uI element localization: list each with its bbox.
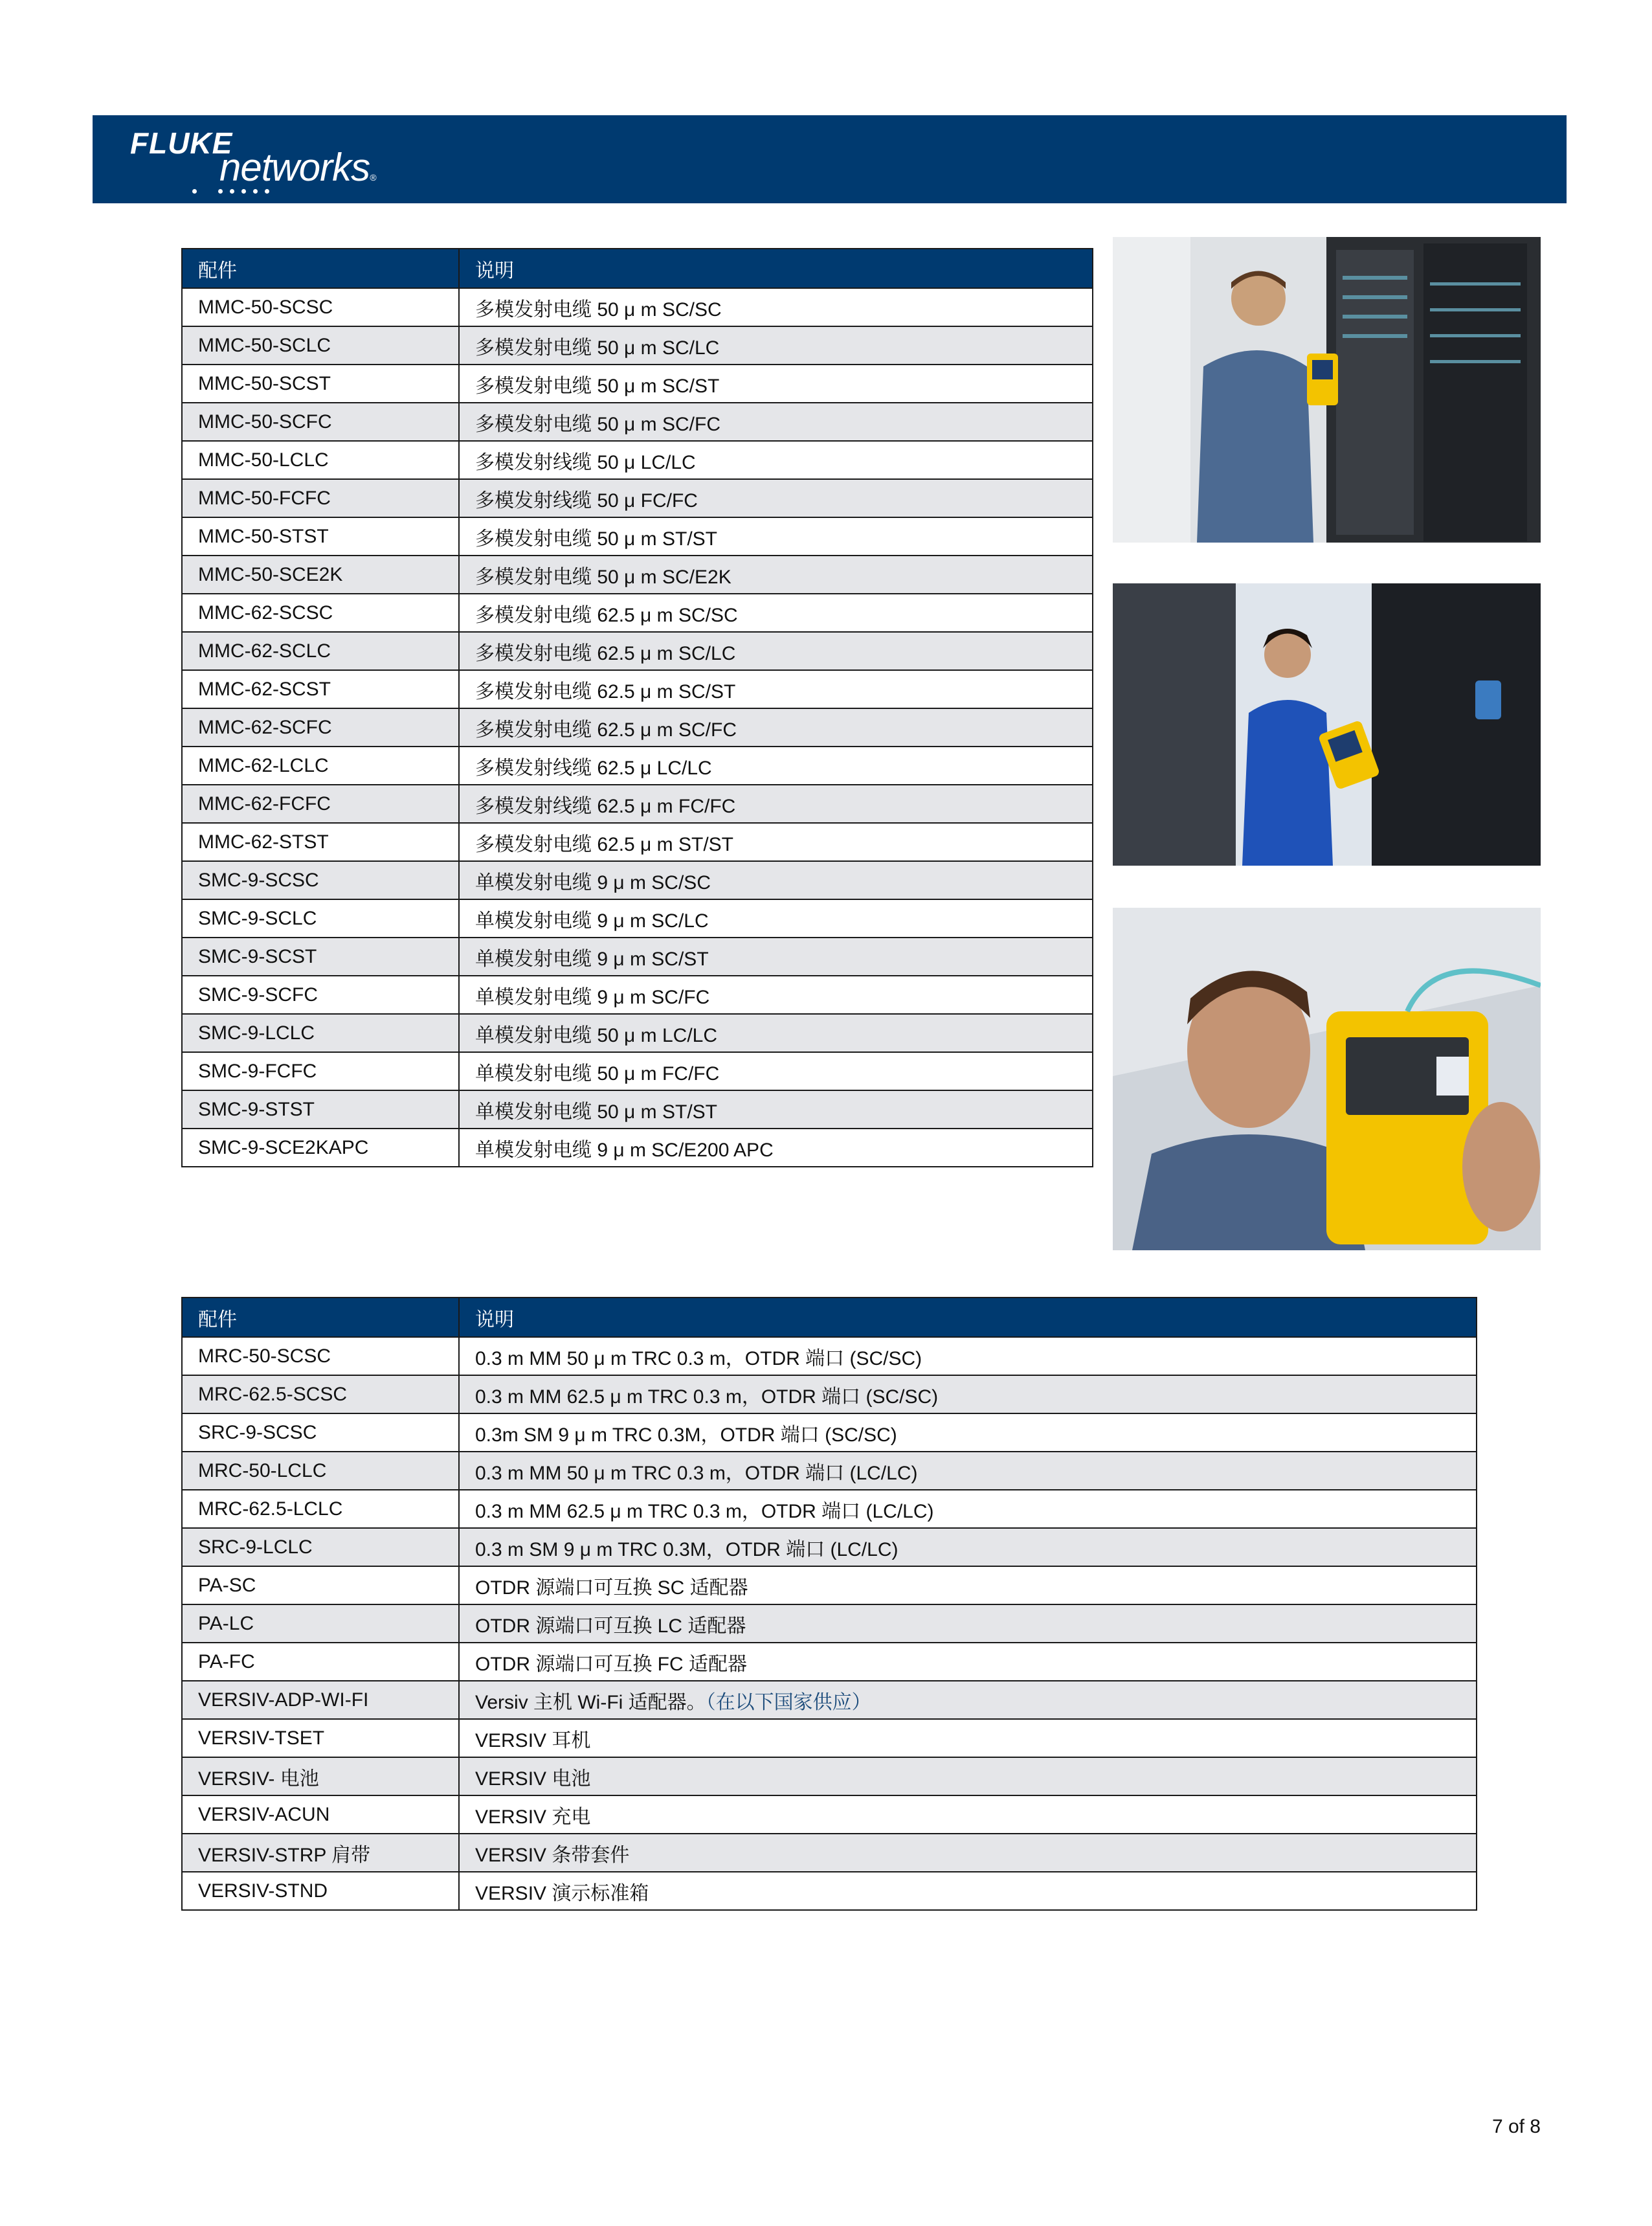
table-row — [182, 938, 1093, 976]
part-description: 多模发射电缆 62.5 μ m SC/ST — [459, 670, 1093, 708]
part-number: MMC-50-STST — [182, 517, 459, 556]
part-number: SMC-9-SCLC — [182, 899, 459, 938]
part-number: PA-SC — [182, 1566, 459, 1604]
part-description: 多模发射电缆 62.5 μ m ST/ST — [459, 823, 1093, 861]
part-description: VERSIV 充电 — [459, 1795, 1477, 1834]
table-row — [182, 288, 1093, 326]
part-description: 0.3 m MM 50 μ m TRC 0.3 m，OTDR 端口 (LC/LC) — [459, 1452, 1477, 1490]
photo-woman-in-datacenter-illustration — [1113, 583, 1541, 866]
part-description: VERSIV 条带套件 — [459, 1834, 1477, 1872]
part-description: 单模发射电缆 50 μ m LC/LC — [459, 1014, 1093, 1052]
column-header-description: 说明 — [459, 249, 1093, 288]
part-number: MMC-62-SCFC — [182, 708, 459, 747]
table-row — [182, 1413, 1477, 1452]
part-description: Versiv 主机 Wi-Fi 适配器。 — [475, 1691, 706, 1713]
table-row — [182, 708, 1093, 747]
table-row — [182, 1681, 1477, 1719]
column-header-description: 说明 — [459, 1298, 1477, 1337]
part-number: VERSIV-STND — [182, 1872, 459, 1910]
table-row — [182, 976, 1093, 1014]
part-description: 0.3 m MM 62.5 μ m TRC 0.3 m，OTDR 端口 (SC/SC) — [459, 1375, 1477, 1413]
table-row — [182, 1452, 1477, 1490]
photo-technician-closeup-illustration — [1113, 908, 1541, 1250]
table-row — [182, 1528, 1477, 1566]
part-description: 多模发射电缆 50 μ m ST/ST — [459, 517, 1093, 556]
part-number: SMC-9-LCLC — [182, 1014, 459, 1052]
part-number: SMC-9-STST — [182, 1090, 459, 1129]
part-number: SMC-9-SCST — [182, 938, 459, 976]
part-description: 多模发射电缆 50 μ m SC/LC — [459, 326, 1093, 365]
part-number: MRC-50-LCLC — [182, 1452, 459, 1490]
table-row — [182, 1566, 1477, 1604]
part-number: MMC-62-FCFC — [182, 785, 459, 823]
part-description: VERSIV 演示标准箱 — [459, 1872, 1477, 1910]
table-row — [182, 1014, 1093, 1052]
table-row — [182, 1052, 1093, 1090]
part-number: MMC-50-FCFC — [182, 479, 459, 517]
part-number: PA-LC — [182, 1604, 459, 1643]
part-description: 多模发射电缆 50 μ m SC/ST — [459, 365, 1093, 403]
part-description: 多模发射电缆 50 μ m SC/SC — [459, 288, 1093, 326]
part-number: SMC-9-SCE2KAPC — [182, 1129, 459, 1167]
table-row — [182, 861, 1093, 899]
part-description: 多模发射电缆 50 μ m SC/E2K — [459, 556, 1093, 594]
part-description: 多模发射线缆 50 μ FC/FC — [459, 479, 1093, 517]
part-number: MMC-50-SCLC — [182, 326, 459, 365]
part-number: MMC-62-SCLC — [182, 632, 459, 670]
part-description: OTDR 源端口可互换 SC 适配器 — [459, 1566, 1477, 1604]
logo-networks-word: networks — [219, 146, 370, 189]
table-row — [182, 326, 1093, 365]
part-description: 多模发射线缆 62.5 μ LC/LC — [459, 747, 1093, 785]
part-description: 多模发射电缆 62.5 μ m SC/SC — [459, 594, 1093, 632]
photo-woman-in-datacenter — [1113, 583, 1541, 866]
part-number: MMC-50-SCE2K — [182, 556, 459, 594]
part-description: 单模发射电缆 9 μ m SC/ST — [459, 938, 1093, 976]
table-row — [182, 1129, 1093, 1167]
part-number: MMC-50-SCFC — [182, 403, 459, 441]
table-row — [182, 1090, 1093, 1129]
table-row — [182, 1795, 1477, 1834]
part-number: PA-FC — [182, 1643, 459, 1681]
part-number: MRC-50-SCSC — [182, 1337, 459, 1375]
logo-fluke-text: FLUKE — [130, 126, 233, 160]
part-description: 多模发射电缆 62.5 μ m SC/FC — [459, 708, 1093, 747]
part-description-with-note — [459, 1681, 1477, 1719]
part-number: MRC-62.5-LCLC — [182, 1490, 459, 1528]
part-description: VERSIV 耳机 — [459, 1719, 1477, 1757]
launch-cable-table — [181, 248, 1093, 1167]
part-description: OTDR 源端口可互换 FC 适配器 — [459, 1643, 1477, 1681]
part-number: VERSIV-ADP-WI-FI — [182, 1681, 459, 1719]
part-number: SMC-9-SCFC — [182, 976, 459, 1014]
logo-dots — [192, 189, 283, 196]
part-number: MMC-62-STST — [182, 823, 459, 861]
table-row — [182, 594, 1093, 632]
table-row — [182, 1490, 1477, 1528]
part-number: VERSIV-TSET — [182, 1719, 459, 1757]
table-row — [182, 747, 1093, 785]
table-row — [182, 517, 1093, 556]
table-row — [182, 1643, 1477, 1681]
table-row — [182, 1757, 1477, 1795]
part-number: SMC-9-FCFC — [182, 1052, 459, 1090]
table-header-row — [182, 249, 1093, 288]
part-number: VERSIV-STRP 肩带 — [182, 1834, 459, 1872]
table-row — [182, 899, 1093, 938]
table-row — [182, 556, 1093, 594]
fluke-networks-logo — [130, 126, 402, 197]
table-row — [182, 441, 1093, 479]
table-row — [182, 1375, 1477, 1413]
logo-registered-mark: ® — [370, 172, 376, 183]
column-header-part: 配件 — [182, 249, 459, 288]
part-description: 多模发射线缆 62.5 μ m FC/FC — [459, 785, 1093, 823]
part-number: MMC-62-SCSC — [182, 594, 459, 632]
part-description: 0.3 m SM 9 μ m TRC 0.3M，OTDR 端口 (LC/LC) — [459, 1528, 1477, 1566]
table-row — [182, 785, 1093, 823]
part-description: 0.3m SM 9 μ m TRC 0.3M，OTDR 端口 (SC/SC) — [459, 1413, 1477, 1452]
part-description: 多模发射线缆 50 μ LC/LC — [459, 441, 1093, 479]
part-number: MRC-62.5-SCSC — [182, 1375, 459, 1413]
part-description: 单模发射电缆 9 μ m SC/LC — [459, 899, 1093, 938]
part-description: 多模发射电缆 50 μ m SC/FC — [459, 403, 1093, 441]
availability-note: （在以下国家供应） — [706, 1691, 871, 1713]
part-description: 单模发射电缆 50 μ m FC/FC — [459, 1052, 1093, 1090]
photo-technician-at-rack — [1113, 237, 1541, 543]
table-row — [182, 1872, 1477, 1910]
table-row — [182, 1719, 1477, 1757]
table-row — [182, 403, 1093, 441]
table-row — [182, 632, 1093, 670]
part-number: MMC-62-SCST — [182, 670, 459, 708]
part-description: 多模发射电缆 62.5 μ m SC/LC — [459, 632, 1093, 670]
reference-cable-and-accessory-table — [181, 1297, 1477, 1911]
table-row — [182, 365, 1093, 403]
part-number: VERSIV-ACUN — [182, 1795, 459, 1834]
table-header-row — [182, 1298, 1477, 1337]
part-number: SRC-9-SCSC — [182, 1413, 459, 1452]
table-row — [182, 1834, 1477, 1872]
part-description: 0.3 m MM 62.5 μ m TRC 0.3 m，OTDR 端口 (LC/LC) — [459, 1490, 1477, 1528]
part-description: 0.3 m MM 50 μ m TRC 0.3 m，OTDR 端口 (SC/SC) — [459, 1337, 1477, 1375]
part-number: MMC-50-SCST — [182, 365, 459, 403]
page-number: 7 of 8 — [1491, 2116, 1541, 2137]
part-description: OTDR 源端口可互换 LC 适配器 — [459, 1604, 1477, 1643]
part-description: 单模发射电缆 9 μ m SC/E200 APC — [459, 1129, 1093, 1167]
header-band — [93, 115, 1567, 203]
table-row — [182, 823, 1093, 861]
column-header-part: 配件 — [182, 1298, 459, 1337]
table-row — [182, 1337, 1477, 1375]
part-number: SRC-9-LCLC — [182, 1528, 459, 1566]
part-number: MMC-50-LCLC — [182, 441, 459, 479]
table-row — [182, 479, 1093, 517]
part-number: MMC-50-SCSC — [182, 288, 459, 326]
photo-technician-closeup — [1113, 908, 1541, 1250]
part-description: 单模发射电缆 9 μ m SC/FC — [459, 976, 1093, 1014]
part-number: SMC-9-SCSC — [182, 861, 459, 899]
part-number: MMC-62-LCLC — [182, 747, 459, 785]
part-number: VERSIV- 电池 — [182, 1757, 459, 1795]
part-description: VERSIV 电池 — [459, 1757, 1477, 1795]
table-row — [182, 670, 1093, 708]
logo-networks-text — [219, 145, 375, 190]
photo-technician-at-rack-illustration — [1113, 237, 1541, 543]
part-description: 单模发射电缆 50 μ m ST/ST — [459, 1090, 1093, 1129]
part-description: 单模发射电缆 9 μ m SC/SC — [459, 861, 1093, 899]
table-row — [182, 1604, 1477, 1643]
